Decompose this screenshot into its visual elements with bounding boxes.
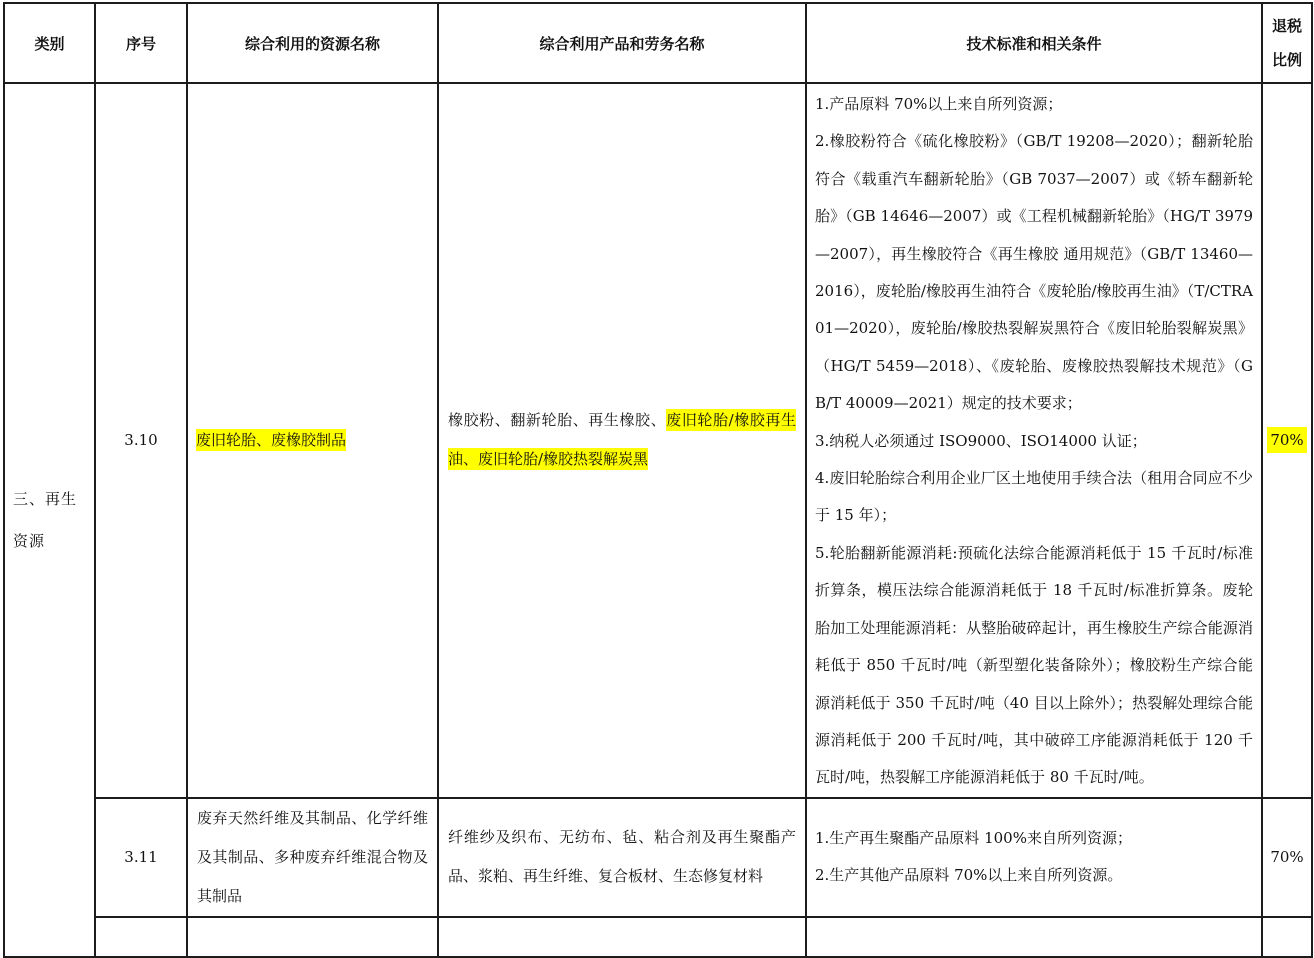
- header-cell-serial: 序号: [95, 3, 187, 83]
- highlighted-resource-text: 废旧轮胎、废橡胶制品: [196, 431, 347, 450]
- product-cell: [438, 917, 806, 957]
- tax-refund-table: [3, 2, 1313, 958]
- refund-header-line2: 比例: [1271, 51, 1302, 69]
- standard-item: 1.生产再生聚酯产品原料 100%来自所列资源；: [815, 829, 1132, 848]
- highlighted-product-text: 废旧轮胎/橡胶再生油、废旧轮胎/橡胶热裂解炭黑: [448, 411, 796, 469]
- category-cell: 三、再生资源: [4, 83, 95, 957]
- standard-item: 3.纳税人必须通过 ISO9000、ISO14000 认证；: [815, 431, 1147, 450]
- product-text: 纤维纱及织布、无纺布、毡、粘合剂及再生聚酯产品、浆粕、再生纤维、复合板材、生态修复材料: [448, 828, 796, 886]
- refund-cell: [1262, 83, 1312, 798]
- standards-cell: [806, 798, 1262, 917]
- standards-cell: [806, 917, 1262, 957]
- header-cell-refund: [1262, 3, 1312, 83]
- product-cell: [438, 798, 806, 917]
- resource-cell: [187, 917, 438, 957]
- serial-cell: [95, 917, 187, 957]
- header-row: [4, 3, 1312, 83]
- resource-text: 废弃天然纤维及其制品、化学纤维及其制品、多种废弃纤维混合物及其制品: [197, 808, 428, 905]
- standard-item: 1.产品原料 70%以上来自所列资源；: [815, 95, 1063, 113]
- standards-cell: [806, 83, 1262, 798]
- standard-item: 2.生产其他产品原料 70%以上来自所列资源。: [815, 866, 1123, 885]
- header-cell-product: 综合利用产品和劳务名称: [438, 3, 806, 83]
- header-cell-category: 类别: [4, 3, 95, 83]
- header-cell-resource: 综合利用的资源名称: [187, 3, 438, 83]
- serial-cell: 3.10: [95, 83, 187, 798]
- product-text: 橡胶粉、翻新轮胎、再生橡胶、: [448, 411, 667, 430]
- header-cell-standard: 技术标准和相关条件: [806, 3, 1262, 83]
- refund-value: 70%: [1270, 848, 1304, 867]
- table-row-3-10: [4, 83, 1312, 798]
- refund-cell: [1262, 917, 1312, 957]
- table-row-3-11: [4, 798, 1312, 917]
- table-row-partial: [4, 917, 1312, 957]
- standard-item: 4.废旧轮胎综合利用企业厂区土地使用手续合法（租用合同应不少于 15 年）；: [815, 469, 1253, 525]
- refund-header-line1: 退税: [1271, 17, 1302, 35]
- standard-item: 5.轮胎翻新能源消耗:预硫化法综合能源消耗低于 15 千瓦时/标准折算条，模压法综合能源消耗低于 18 千瓦时/标准折算条。废轮胎加工处理能源消耗：从整胎破碎起计，再生橡胶生产综合能源消耗低于 850 千瓦时/吨（新型塑化装备除外）；橡胶粉生产综合能源消耗低于 350 千瓦时/吨（40 目以上除外）；热裂解处理综合能源消耗低于 200 千瓦时/吨，其中破碎工序能源消耗低于 120 千瓦时/吨，热裂解工序能源消耗低于 80 千瓦时/吨。: [815, 543, 1253, 787]
- highlighted-refund-value: 70%: [1267, 427, 1306, 453]
- refund-cell: [1262, 798, 1312, 917]
- resource-cell: [187, 83, 438, 798]
- resource-cell: [187, 798, 438, 917]
- serial-cell: 3.11: [95, 798, 187, 917]
- standard-item: 2.橡胶粉符合《硫化橡胶粉》（GB/T 19208—2020）；翻新轮胎符合《载重汽车翻新轮胎》（GB 7037—2007）或《轿车翻新轮胎》（GB 14646—2007）或《工程机械翻新轮胎》（HG/T 3979—2007），再生橡胶符合《再生橡胶 通用规范》（GB/T 13460—2016），废轮胎/橡胶再生油符合《废轮胎/橡胶再生油》（T/CTRA 01—2020），废轮胎/橡胶热裂解炭黑符合《废旧轮胎裂解炭黑》（HG/T 5459—2018）、《废轮胎、废橡胶热裂解技术规范》（GB/T 40009—2021）规定的技术要求；: [815, 132, 1253, 413]
- product-cell: [438, 83, 806, 798]
